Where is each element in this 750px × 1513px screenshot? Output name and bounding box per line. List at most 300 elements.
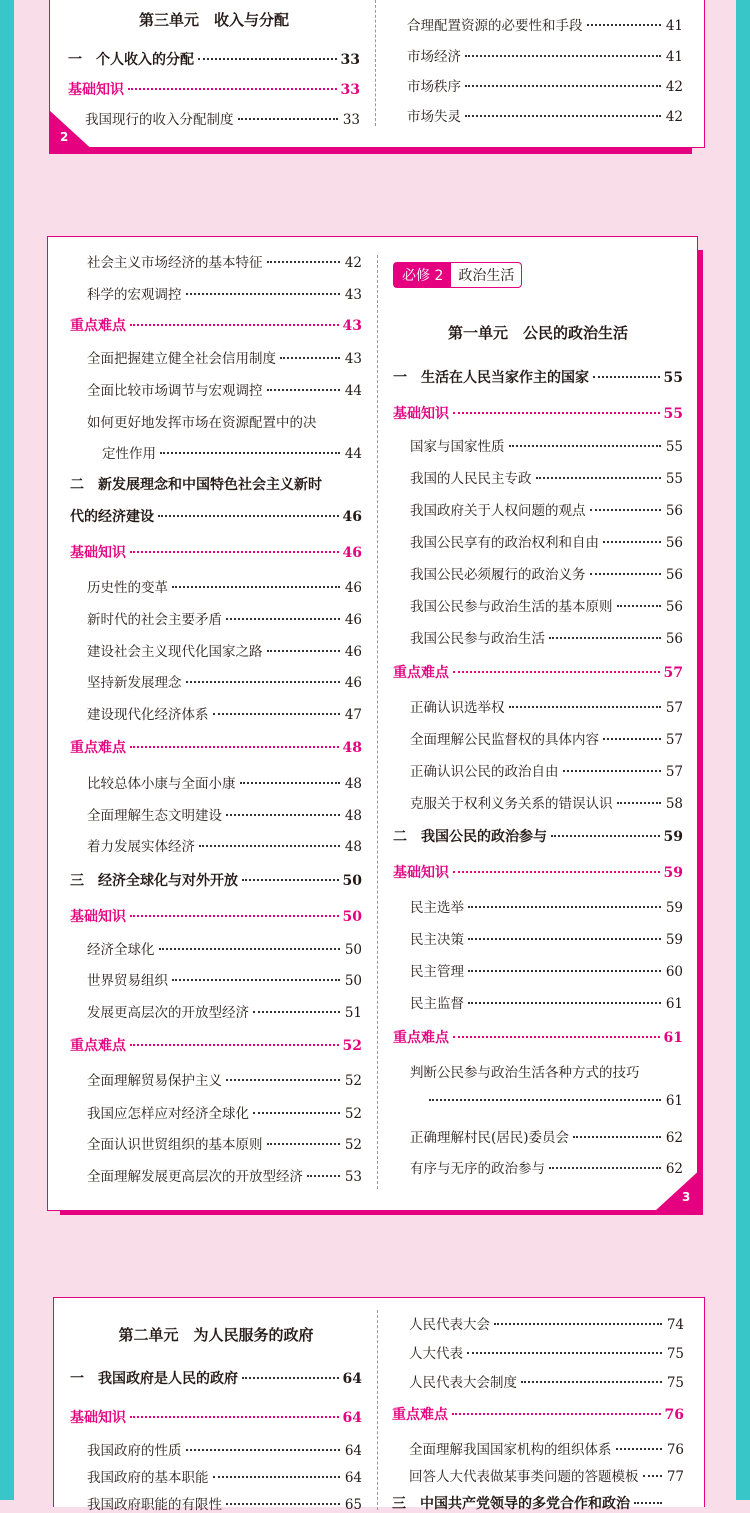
toc-entry-row[interactable] bbox=[393, 1126, 683, 1146]
toc-leader-dots bbox=[465, 55, 661, 57]
toc-leader-dots bbox=[453, 671, 660, 673]
toc-leader-dots bbox=[307, 1175, 340, 1177]
toc-entry-row[interactable] bbox=[70, 442, 362, 462]
toc-leader-dots bbox=[267, 1143, 341, 1145]
toc-entry-title: 经济全球化 bbox=[87, 942, 155, 958]
toc-entry-title: 全面认识世贸组织的基本原则 bbox=[87, 1137, 263, 1153]
toc-page-number: 61 bbox=[665, 996, 683, 1012]
toc-entry-title: 市场失灵 bbox=[407, 109, 461, 125]
toc-leader-dots bbox=[494, 1323, 662, 1325]
toc-category-row[interactable] bbox=[70, 906, 362, 926]
toc-leader-dots bbox=[509, 445, 662, 447]
toc-section-row[interactable] bbox=[393, 826, 683, 846]
toc-leader-dots bbox=[172, 586, 340, 588]
toc-leader-dots bbox=[643, 1475, 663, 1477]
toc-page-number: 64 bbox=[344, 1443, 362, 1459]
toc-entry-title: 我国公民必须履行的政治义务 bbox=[410, 567, 586, 583]
toc-leader-dots bbox=[213, 1476, 341, 1478]
toc-entry-title: 三 中国共产党领导的多党合作和政治 bbox=[392, 1496, 630, 1512]
toc-page-number: 43 bbox=[342, 318, 362, 334]
toc-entry-row[interactable] bbox=[70, 1439, 362, 1459]
toc-entry-row[interactable] bbox=[393, 531, 683, 551]
toc-category-row[interactable] bbox=[393, 862, 683, 882]
toc-leader-dots bbox=[590, 509, 662, 511]
toc-entry-row[interactable] bbox=[70, 283, 362, 303]
toc-page-number: 59 bbox=[665, 900, 683, 916]
toc-page-number: 62 bbox=[665, 1161, 683, 1177]
toc-page-number: 50 bbox=[342, 909, 362, 925]
toc-entry-row[interactable] bbox=[393, 792, 683, 812]
page-corner-tab bbox=[49, 110, 97, 154]
module-badge bbox=[393, 262, 522, 288]
toc-leader-dots bbox=[158, 515, 339, 517]
toc-page-number: 52 bbox=[344, 1106, 362, 1122]
toc-leader-dots bbox=[549, 637, 661, 639]
toc-page-number: 57 bbox=[665, 764, 683, 780]
toc-category-row[interactable] bbox=[68, 79, 360, 99]
toc-entry-title: 有序与无序的政治参与 bbox=[410, 1161, 545, 1177]
toc-leader-dots bbox=[172, 979, 340, 981]
toc-category-row[interactable] bbox=[393, 403, 683, 423]
toc-entry-title: 我国公民享有的政治权利和自由 bbox=[410, 535, 599, 551]
toc-page-1 bbox=[49, 0, 705, 148]
toc-leader-dots bbox=[186, 1449, 341, 1451]
toc-entry-row[interactable] bbox=[393, 435, 683, 455]
toc-page-number: 57 bbox=[665, 700, 683, 716]
toc-page-number: 76 bbox=[666, 1442, 684, 1458]
toc-page-number: 50 bbox=[344, 973, 362, 989]
toc-entry-row[interactable] bbox=[407, 105, 683, 125]
toc-entry-row[interactable] bbox=[407, 45, 683, 65]
toc-leader-dots bbox=[634, 1502, 662, 1504]
toc-page-number: 56 bbox=[665, 503, 683, 519]
toc-page-number: 46 bbox=[344, 675, 362, 691]
toc-page-number: 64 bbox=[342, 1371, 362, 1387]
toc-section-row[interactable] bbox=[70, 474, 362, 494]
toc-entry-title: 发展更高层次的开放型经济 bbox=[87, 1005, 249, 1021]
toc-entry-row[interactable] bbox=[70, 411, 362, 431]
toc-leader-dots bbox=[590, 573, 662, 575]
toc-entry-title: 社会主义市场经济的基本特征 bbox=[87, 255, 263, 271]
toc-leader-dots bbox=[213, 713, 341, 715]
toc-category-row[interactable] bbox=[393, 662, 683, 682]
toc-entry-title: 一 生活在人民当家作主的国家 bbox=[393, 370, 589, 386]
toc-entry-row[interactable] bbox=[392, 1371, 684, 1391]
toc-leader-dots bbox=[226, 814, 340, 816]
toc-page-number: 55 bbox=[665, 471, 683, 487]
toc-entry-row[interactable] bbox=[70, 1466, 362, 1486]
toc-page-number: 46 bbox=[344, 580, 362, 596]
toc-leader-dots bbox=[226, 1503, 340, 1505]
toc-entry-row[interactable] bbox=[392, 1342, 684, 1362]
module-badge-title: 政治生活 bbox=[458, 268, 515, 284]
left-edge-bar bbox=[0, 0, 14, 1500]
toc-page-number: 48 bbox=[344, 839, 362, 855]
toc-entry-title: 三 经济全球化与对外开放 bbox=[70, 873, 238, 889]
toc-entry-title: 人民代表大会 bbox=[409, 1317, 490, 1333]
toc-page-number: 33 bbox=[340, 52, 360, 68]
toc-entry-row[interactable] bbox=[70, 671, 362, 691]
toc-page-number: 44 bbox=[344, 383, 362, 399]
toc-entry-row[interactable] bbox=[70, 1001, 362, 1021]
toc-leader-dots bbox=[186, 681, 341, 683]
toc-leader-dots bbox=[536, 477, 662, 479]
toc-entry-row[interactable] bbox=[392, 1465, 684, 1485]
toc-page-number: 43 bbox=[344, 351, 362, 367]
toc-entry-title: 代的经济建设 bbox=[70, 509, 154, 525]
toc-entry-title: 我国应怎样应对经济全球化 bbox=[87, 1106, 249, 1122]
toc-page-number: 65 bbox=[344, 1497, 362, 1513]
toc-entry-title: 一 个人收入的分配 bbox=[68, 52, 194, 68]
toc-entry-title: 建设现代化经济体系 bbox=[87, 707, 209, 723]
toc-entry-title: 全面理解贸易保护主义 bbox=[87, 1073, 222, 1089]
toc-leader-dots bbox=[267, 261, 341, 263]
toc-entry-row[interactable] bbox=[393, 896, 683, 916]
toc-entry-row[interactable] bbox=[70, 703, 362, 723]
toc-entry-title: 合理配置资源的必要性和手段 bbox=[407, 18, 583, 34]
toc-entry-title: 我国政府的性质 bbox=[87, 1443, 182, 1459]
toc-entry-title: 一 我国政府是人民的政府 bbox=[70, 1371, 238, 1387]
toc-category-row[interactable] bbox=[70, 1035, 362, 1055]
toc-entry-title: 全面理解公民监督权的具体内容 bbox=[410, 732, 599, 748]
toc-entry-title: 重点难点 bbox=[393, 1030, 449, 1046]
toc-entry-title: 我国现行的收入分配制度 bbox=[85, 112, 234, 128]
toc-page-number: 52 bbox=[342, 1038, 362, 1054]
toc-page-3 bbox=[53, 1297, 705, 1513]
toc-entry-row[interactable] bbox=[407, 75, 683, 95]
toc-page-number: 41 bbox=[665, 18, 683, 34]
toc-page-number: 42 bbox=[665, 79, 683, 95]
toc-entry-title: 回答人大代表做某事类问题的答题模板 bbox=[409, 1469, 639, 1485]
toc-section-row[interactable] bbox=[70, 506, 362, 526]
toc-entry-title: 我国的人民民主专政 bbox=[410, 471, 532, 487]
unit-title: 第二单元 为人民服务的政府 bbox=[118, 1326, 314, 1344]
toc-entry-title: 基础知识 bbox=[393, 406, 449, 422]
toc-entry-title: 全面理解发展更高层次的开放型经济 bbox=[87, 1169, 303, 1185]
toc-entry-row[interactable] bbox=[70, 969, 362, 989]
toc-leader-dots bbox=[509, 706, 662, 708]
toc-page-number: 53 bbox=[344, 1169, 362, 1185]
toc-entry-row[interactable] bbox=[393, 627, 683, 647]
toc-leader-dots bbox=[130, 746, 339, 748]
toc-leader-dots bbox=[429, 1099, 661, 1101]
toc-entry-title: 全面理解我国国家机构的组织体系 bbox=[409, 1442, 612, 1458]
toc-page-number: 62 bbox=[665, 1130, 683, 1146]
toc-entry-row[interactable] bbox=[70, 938, 362, 958]
toc-entry-row[interactable] bbox=[70, 1133, 362, 1153]
toc-leader-dots bbox=[253, 1011, 340, 1013]
toc-entry-title: 基础知识 bbox=[70, 909, 126, 925]
toc-entry-title: 重点难点 bbox=[70, 1038, 126, 1054]
toc-entry-title: 我国公民参与政治生活 bbox=[410, 631, 545, 647]
toc-entry-title: 重点难点 bbox=[393, 665, 449, 681]
toc-entry-row[interactable] bbox=[393, 595, 683, 615]
toc-entry-row[interactable] bbox=[70, 835, 362, 855]
toc-page-number: 55 bbox=[663, 406, 683, 422]
toc-leader-dots bbox=[198, 58, 337, 60]
toc-entry-title: 正确认识公民的政治自由 bbox=[410, 764, 559, 780]
toc-entry-row[interactable] bbox=[393, 499, 683, 519]
toc-entry-title: 克服关于权利义务关系的错误认识 bbox=[410, 796, 613, 812]
toc-leader-dots bbox=[267, 389, 341, 391]
toc-entry-title: 二 我国公民的政治参与 bbox=[393, 829, 547, 845]
toc-page-number: 33 bbox=[342, 112, 360, 128]
toc-page-number: 76 bbox=[664, 1407, 684, 1423]
toc-entry-title: 基础知识 bbox=[68, 82, 124, 98]
toc-entry-row[interactable] bbox=[70, 804, 362, 824]
toc-leader-dots bbox=[453, 412, 660, 414]
toc-entry-row[interactable] bbox=[70, 1102, 362, 1122]
unit-title: 第三单元 收入与分配 bbox=[138, 11, 289, 29]
toc-page-number: 56 bbox=[665, 535, 683, 551]
toc-page-number: 44 bbox=[344, 446, 362, 462]
toc-leader-dots bbox=[240, 782, 341, 784]
toc-entry-row[interactable] bbox=[70, 576, 362, 596]
toc-entry-row[interactable] bbox=[393, 563, 683, 583]
toc-leader-dots bbox=[159, 948, 341, 950]
toc-leader-dots bbox=[551, 835, 660, 837]
toc-leader-dots bbox=[453, 871, 660, 873]
toc-leader-dots bbox=[465, 115, 661, 117]
toc-page-number: 57 bbox=[665, 732, 683, 748]
toc-entry-row[interactable] bbox=[393, 1061, 683, 1081]
toc-entry-row[interactable] bbox=[70, 1165, 362, 1185]
toc-entry-title: 新时代的社会主要矛盾 bbox=[87, 612, 222, 628]
toc-category-row[interactable] bbox=[393, 1027, 683, 1047]
toc-entry-title: 全面理解生态文明建设 bbox=[87, 808, 222, 824]
toc-entry-title: 人民代表大会制度 bbox=[409, 1375, 517, 1391]
unit-title: 第一单元 公民的政治生活 bbox=[447, 324, 628, 342]
toc-page-number: 61 bbox=[665, 1093, 683, 1109]
toc-leader-dots bbox=[452, 1413, 661, 1415]
toc-leader-dots bbox=[130, 551, 339, 553]
toc-entry-row[interactable] bbox=[393, 1157, 683, 1177]
toc-entry-row[interactable] bbox=[70, 251, 362, 271]
toc-leader-dots bbox=[468, 1002, 661, 1004]
toc-entry-row[interactable] bbox=[392, 1438, 684, 1458]
toc-entry-title: 如何更好地发挥市场在资源配置中的决 bbox=[87, 415, 317, 431]
toc-entry-row[interactable] bbox=[407, 14, 683, 34]
toc-entry-title: 重点难点 bbox=[70, 318, 126, 334]
page-corner-tab bbox=[655, 1167, 703, 1211]
toc-entry-title: 世界贸易组织 bbox=[87, 973, 168, 989]
toc-leader-dots bbox=[617, 605, 662, 607]
toc-entry-title: 我国政府职能的有限性 bbox=[87, 1497, 222, 1513]
toc-entry-title: 民主决策 bbox=[410, 932, 464, 948]
toc-leader-dots bbox=[267, 650, 341, 652]
toc-entry-row[interactable] bbox=[393, 728, 683, 748]
toc-entry-title: 民主选举 bbox=[410, 900, 464, 916]
toc-category-row[interactable] bbox=[70, 542, 362, 562]
toc-entry-title: 正确理解村民(居民)委员会 bbox=[410, 1130, 570, 1146]
toc-entry-row[interactable] bbox=[393, 960, 683, 980]
toc-page-number: 48 bbox=[342, 740, 362, 756]
toc-entry-title: 基础知识 bbox=[70, 545, 126, 561]
toc-entry-row[interactable] bbox=[70, 1493, 362, 1513]
toc-page-number: 75 bbox=[666, 1346, 684, 1362]
toc-leader-dots bbox=[226, 1079, 340, 1081]
toc-section-row[interactable] bbox=[393, 367, 683, 387]
toc-page-number: 77 bbox=[666, 1469, 684, 1485]
toc-entry-title: 定性作用 bbox=[102, 446, 156, 462]
toc-entry-title: 判断公民参与政治生活各种方式的技巧 bbox=[410, 1065, 640, 1081]
toc-leader-dots bbox=[238, 118, 339, 120]
toc-entry-title: 全面比较市场调节与宏观调控 bbox=[87, 383, 263, 399]
toc-page-number: 59 bbox=[663, 829, 683, 845]
toc-page-number: 48 bbox=[344, 776, 362, 792]
toc-category-row[interactable] bbox=[70, 737, 362, 757]
toc-leader-dots bbox=[130, 915, 339, 917]
toc-leader-dots bbox=[130, 1044, 339, 1046]
toc-entry-title: 市场经济 bbox=[407, 49, 461, 65]
toc-page-number: 56 bbox=[665, 599, 683, 615]
toc-leader-dots bbox=[468, 970, 661, 972]
toc-entry-row[interactable] bbox=[393, 760, 683, 780]
toc-entry-row[interactable] bbox=[393, 696, 683, 716]
toc-page-number: 50 bbox=[342, 873, 362, 889]
toc-entry-row[interactable] bbox=[393, 928, 683, 948]
toc-leader-dots bbox=[453, 1036, 660, 1038]
toc-page-number: 59 bbox=[665, 932, 683, 948]
toc-page-number: 57 bbox=[663, 665, 683, 681]
right-edge-bar bbox=[736, 0, 750, 1500]
toc-page-number: 52 bbox=[344, 1073, 362, 1089]
toc-leader-dots bbox=[617, 802, 662, 804]
toc-page-number: 46 bbox=[342, 509, 362, 525]
toc-entry-row[interactable] bbox=[70, 379, 362, 399]
toc-entry-title: 市场秩序 bbox=[407, 79, 461, 95]
toc-leader-dots bbox=[521, 1381, 662, 1383]
toc-page-number: 46 bbox=[344, 612, 362, 628]
toc-leader-dots bbox=[616, 1448, 663, 1450]
toc-section-row[interactable] bbox=[392, 1493, 684, 1513]
toc-page-number: 61 bbox=[663, 1030, 683, 1046]
toc-section-row[interactable] bbox=[68, 49, 360, 69]
toc-page-number: 56 bbox=[665, 567, 683, 583]
toc-page-number: 41 bbox=[665, 49, 683, 65]
toc-page-number: 42 bbox=[344, 255, 362, 271]
toc-page-number: 58 bbox=[665, 796, 683, 812]
toc-page-number: 59 bbox=[663, 865, 683, 881]
toc-page-number: 33 bbox=[340, 82, 360, 98]
toc-section-row[interactable] bbox=[70, 1368, 362, 1388]
column-divider bbox=[375, 0, 376, 126]
toc-entry-row[interactable] bbox=[70, 347, 362, 367]
toc-entry-title: 基础知识 bbox=[70, 1410, 126, 1426]
toc-entry-row[interactable] bbox=[70, 608, 362, 628]
toc-page-2 bbox=[47, 236, 698, 1211]
toc-entry-title: 正确认识选举权 bbox=[410, 700, 505, 716]
toc-entry-title: 历史性的变革 bbox=[87, 580, 168, 596]
toc-leader-dots bbox=[253, 1112, 340, 1114]
toc-leader-dots bbox=[160, 452, 340, 454]
toc-category-row[interactable] bbox=[70, 315, 362, 335]
toc-entry-title: 建设社会主义现代化国家之路 bbox=[87, 644, 263, 660]
toc-section-row[interactable] bbox=[70, 870, 362, 890]
toc-entry-title: 二 新发展理念和中国特色社会主义新时 bbox=[70, 477, 322, 493]
toc-entry-title: 重点难点 bbox=[70, 740, 126, 756]
toc-category-row[interactable] bbox=[70, 1407, 362, 1427]
toc-leader-dots bbox=[242, 1377, 339, 1379]
toc-entry-title: 比较总体小康与全面小康 bbox=[87, 776, 236, 792]
toc-leader-dots bbox=[603, 738, 661, 740]
toc-leader-dots bbox=[186, 293, 341, 295]
toc-leader-dots bbox=[130, 324, 339, 326]
toc-entry-row[interactable] bbox=[70, 1069, 362, 1089]
module-badge-number: 必修 2 bbox=[394, 263, 451, 287]
toc-page-number: 55 bbox=[665, 439, 683, 455]
toc-leader-dots bbox=[468, 906, 661, 908]
toc-page-number: 48 bbox=[344, 808, 362, 824]
page-number: 3 bbox=[682, 1190, 691, 1204]
toc-entry-row[interactable] bbox=[70, 772, 362, 792]
toc-leader-dots bbox=[603, 541, 661, 543]
toc-leader-dots bbox=[549, 1167, 661, 1169]
toc-entry-title: 人大代表 bbox=[409, 1346, 463, 1362]
column-divider bbox=[377, 1310, 378, 1510]
toc-entry-title: 我国政府关于人权问题的观点 bbox=[410, 503, 586, 519]
toc-entry-title: 坚持新发展理念 bbox=[87, 675, 182, 691]
toc-entry-title: 民主监督 bbox=[410, 996, 464, 1012]
toc-entry-title: 全面把握建立健全社会信用制度 bbox=[87, 351, 276, 367]
toc-page-number: 43 bbox=[344, 287, 362, 303]
toc-entry-title: 我国公民参与政治生活的基本原则 bbox=[410, 599, 613, 615]
toc-entry-title: 民主管理 bbox=[410, 964, 464, 980]
toc-entry-row[interactable] bbox=[70, 640, 362, 660]
toc-leader-dots bbox=[226, 618, 340, 620]
toc-leader-dots bbox=[465, 85, 661, 87]
toc-category-row[interactable] bbox=[392, 1404, 684, 1424]
toc-entry-title: 国家与国家性质 bbox=[410, 439, 505, 455]
toc-page-number: 50 bbox=[344, 942, 362, 958]
toc-entry-row[interactable] bbox=[393, 1093, 683, 1109]
toc-entry-row[interactable] bbox=[392, 1313, 684, 1333]
toc-page-number: 56 bbox=[665, 631, 683, 647]
toc-page-number: 64 bbox=[344, 1470, 362, 1486]
column-divider bbox=[377, 255, 378, 1189]
toc-page-number: 64 bbox=[342, 1410, 362, 1426]
toc-leader-dots bbox=[280, 357, 340, 359]
toc-entry-title: 重点难点 bbox=[392, 1407, 448, 1423]
page-shadow bbox=[56, 148, 692, 154]
toc-page-number: 55 bbox=[663, 370, 683, 386]
toc-entry-title: 基础知识 bbox=[393, 865, 449, 881]
toc-page-number: 46 bbox=[344, 644, 362, 660]
toc-page-number: 51 bbox=[344, 1005, 362, 1021]
toc-leader-dots bbox=[242, 879, 339, 881]
toc-entry-row[interactable] bbox=[68, 108, 360, 128]
toc-leader-dots bbox=[587, 24, 662, 26]
toc-page-number: 47 bbox=[344, 707, 362, 723]
toc-page-number: 75 bbox=[666, 1375, 684, 1391]
toc-leader-dots bbox=[468, 938, 661, 940]
toc-page-number: 42 bbox=[665, 109, 683, 125]
toc-leader-dots bbox=[593, 376, 660, 378]
toc-entry-title: 着力发展实体经济 bbox=[87, 839, 195, 855]
toc-page-number: 74 bbox=[666, 1317, 684, 1333]
toc-leader-dots bbox=[199, 845, 340, 847]
toc-entry-title: 我国政府的基本职能 bbox=[87, 1470, 209, 1486]
toc-leader-dots bbox=[467, 1352, 662, 1354]
toc-leader-dots bbox=[128, 88, 337, 90]
toc-entry-title: 科学的宏观调控 bbox=[87, 287, 182, 303]
toc-entry-row[interactable] bbox=[393, 992, 683, 1012]
page-number: 2 bbox=[60, 130, 69, 144]
toc-leader-dots bbox=[130, 1416, 339, 1418]
toc-leader-dots bbox=[573, 1136, 661, 1138]
toc-entry-row[interactable] bbox=[393, 467, 683, 487]
toc-leader-dots bbox=[563, 770, 662, 772]
